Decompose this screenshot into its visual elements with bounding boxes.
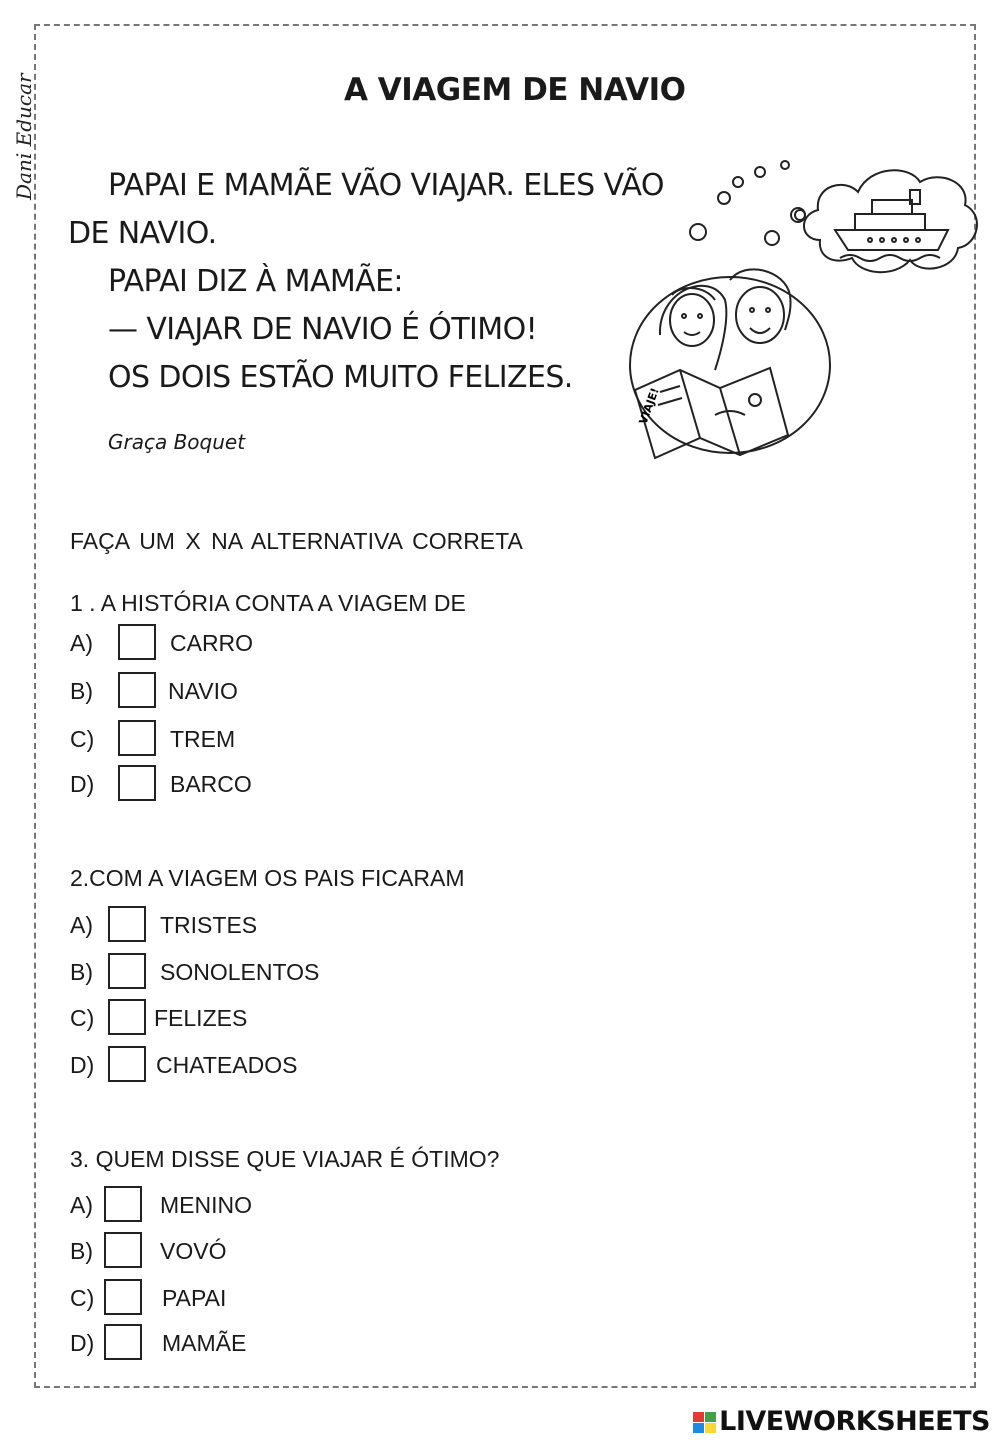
- option-letter: D): [70, 1052, 95, 1078]
- option-letter: C): [70, 1005, 95, 1031]
- story-line: DE NAVIO.: [68, 216, 217, 251]
- question-3-option-a: [70, 1184, 252, 1226]
- option-label: MENINO: [160, 1192, 252, 1218]
- question-3-text: 3. QUEM DISSE QUE VIAJAR É ÓTIMO?: [70, 1146, 500, 1172]
- author-signature: Dani Educar: [12, 73, 36, 200]
- option-label: SONOLENTOS: [160, 959, 320, 985]
- question-2-option-c: [70, 997, 248, 1039]
- option-letter: B): [70, 1238, 93, 1264]
- story-line: — VIAJAR DE NAVIO É ÓTIMO!: [108, 312, 538, 347]
- story-line: PAPAI E MAMÃE VÃO VIAJAR. ELES VÃO: [108, 168, 664, 203]
- story-author: Graça Boquet: [108, 430, 246, 454]
- answer-checkbox[interactable]: [104, 1279, 142, 1315]
- answer-checkbox[interactable]: [104, 1232, 142, 1268]
- story-text: [68, 162, 664, 402]
- option-label: BARCO: [170, 771, 252, 797]
- question-3-option-b: [70, 1230, 227, 1272]
- brand-name: LIVEWORKSHEETS: [719, 1406, 990, 1437]
- couple-ship-dream-illustration: [620, 120, 980, 480]
- option-label: TREM: [170, 726, 236, 752]
- option-letter: B): [70, 959, 93, 985]
- answer-checkbox[interactable]: [108, 1046, 146, 1082]
- option-letter: A): [70, 1192, 93, 1218]
- answer-checkbox[interactable]: [108, 953, 146, 989]
- question-1-option-c: [70, 718, 236, 760]
- option-label: PAPAI: [162, 1285, 227, 1311]
- liveworksheets-brand[interactable]: [693, 1406, 990, 1437]
- answer-checkbox[interactable]: [118, 672, 156, 708]
- option-label: MAMÃE: [162, 1330, 247, 1356]
- answer-checkbox[interactable]: [104, 1186, 142, 1222]
- instruction-text: FAÇA UM X NA ALTERNATIVA CORRETA: [70, 528, 523, 554]
- option-letter: D): [70, 1330, 95, 1356]
- question-2-option-a: [70, 904, 258, 946]
- answer-checkbox[interactable]: [118, 624, 156, 660]
- story-line: PAPAI DIZ À MAMÃE:: [108, 264, 403, 299]
- question-3-option-c: [70, 1277, 227, 1319]
- question-2-option-d: [70, 1044, 298, 1086]
- answer-checkbox[interactable]: [118, 765, 156, 801]
- option-label: FELIZES: [154, 1005, 248, 1031]
- story-line: OS DOIS ESTÃO MUITO FELIZES.: [108, 360, 573, 395]
- option-letter: B): [70, 678, 93, 704]
- option-label: VOVÓ: [160, 1238, 227, 1264]
- liveworksheets-logo-icon: [693, 1412, 717, 1434]
- option-label: TRISTES: [160, 912, 258, 938]
- option-letter: A): [70, 912, 93, 938]
- page-title: A VIAGEM DE NAVIO: [344, 72, 686, 108]
- option-label: CARRO: [170, 630, 254, 656]
- answer-checkbox[interactable]: [118, 720, 156, 756]
- option-letter: C): [70, 726, 95, 752]
- option-label: NAVIO: [168, 678, 238, 704]
- answer-checkbox[interactable]: [108, 906, 146, 942]
- question-3-option-d: [70, 1322, 247, 1364]
- question-1-option-a: [70, 622, 254, 664]
- question-1-option-d: [70, 763, 252, 805]
- question-1-text: 1 . A HISTÓRIA CONTA A VIAGEM DE: [70, 590, 466, 616]
- option-label: CHATEADOS: [156, 1052, 298, 1078]
- question-2-text: 2.COM A VIAGEM OS PAIS FICARAM: [70, 865, 465, 891]
- answer-checkbox[interactable]: [104, 1324, 142, 1360]
- question-2-option-b: [70, 951, 320, 993]
- option-letter: C): [70, 1285, 95, 1311]
- question-1-option-b: [70, 670, 238, 712]
- option-letter: A): [70, 630, 93, 656]
- answer-checkbox[interactable]: [108, 999, 146, 1035]
- option-letter: D): [70, 771, 95, 797]
- map-label: VIAJE!: [636, 386, 662, 427]
